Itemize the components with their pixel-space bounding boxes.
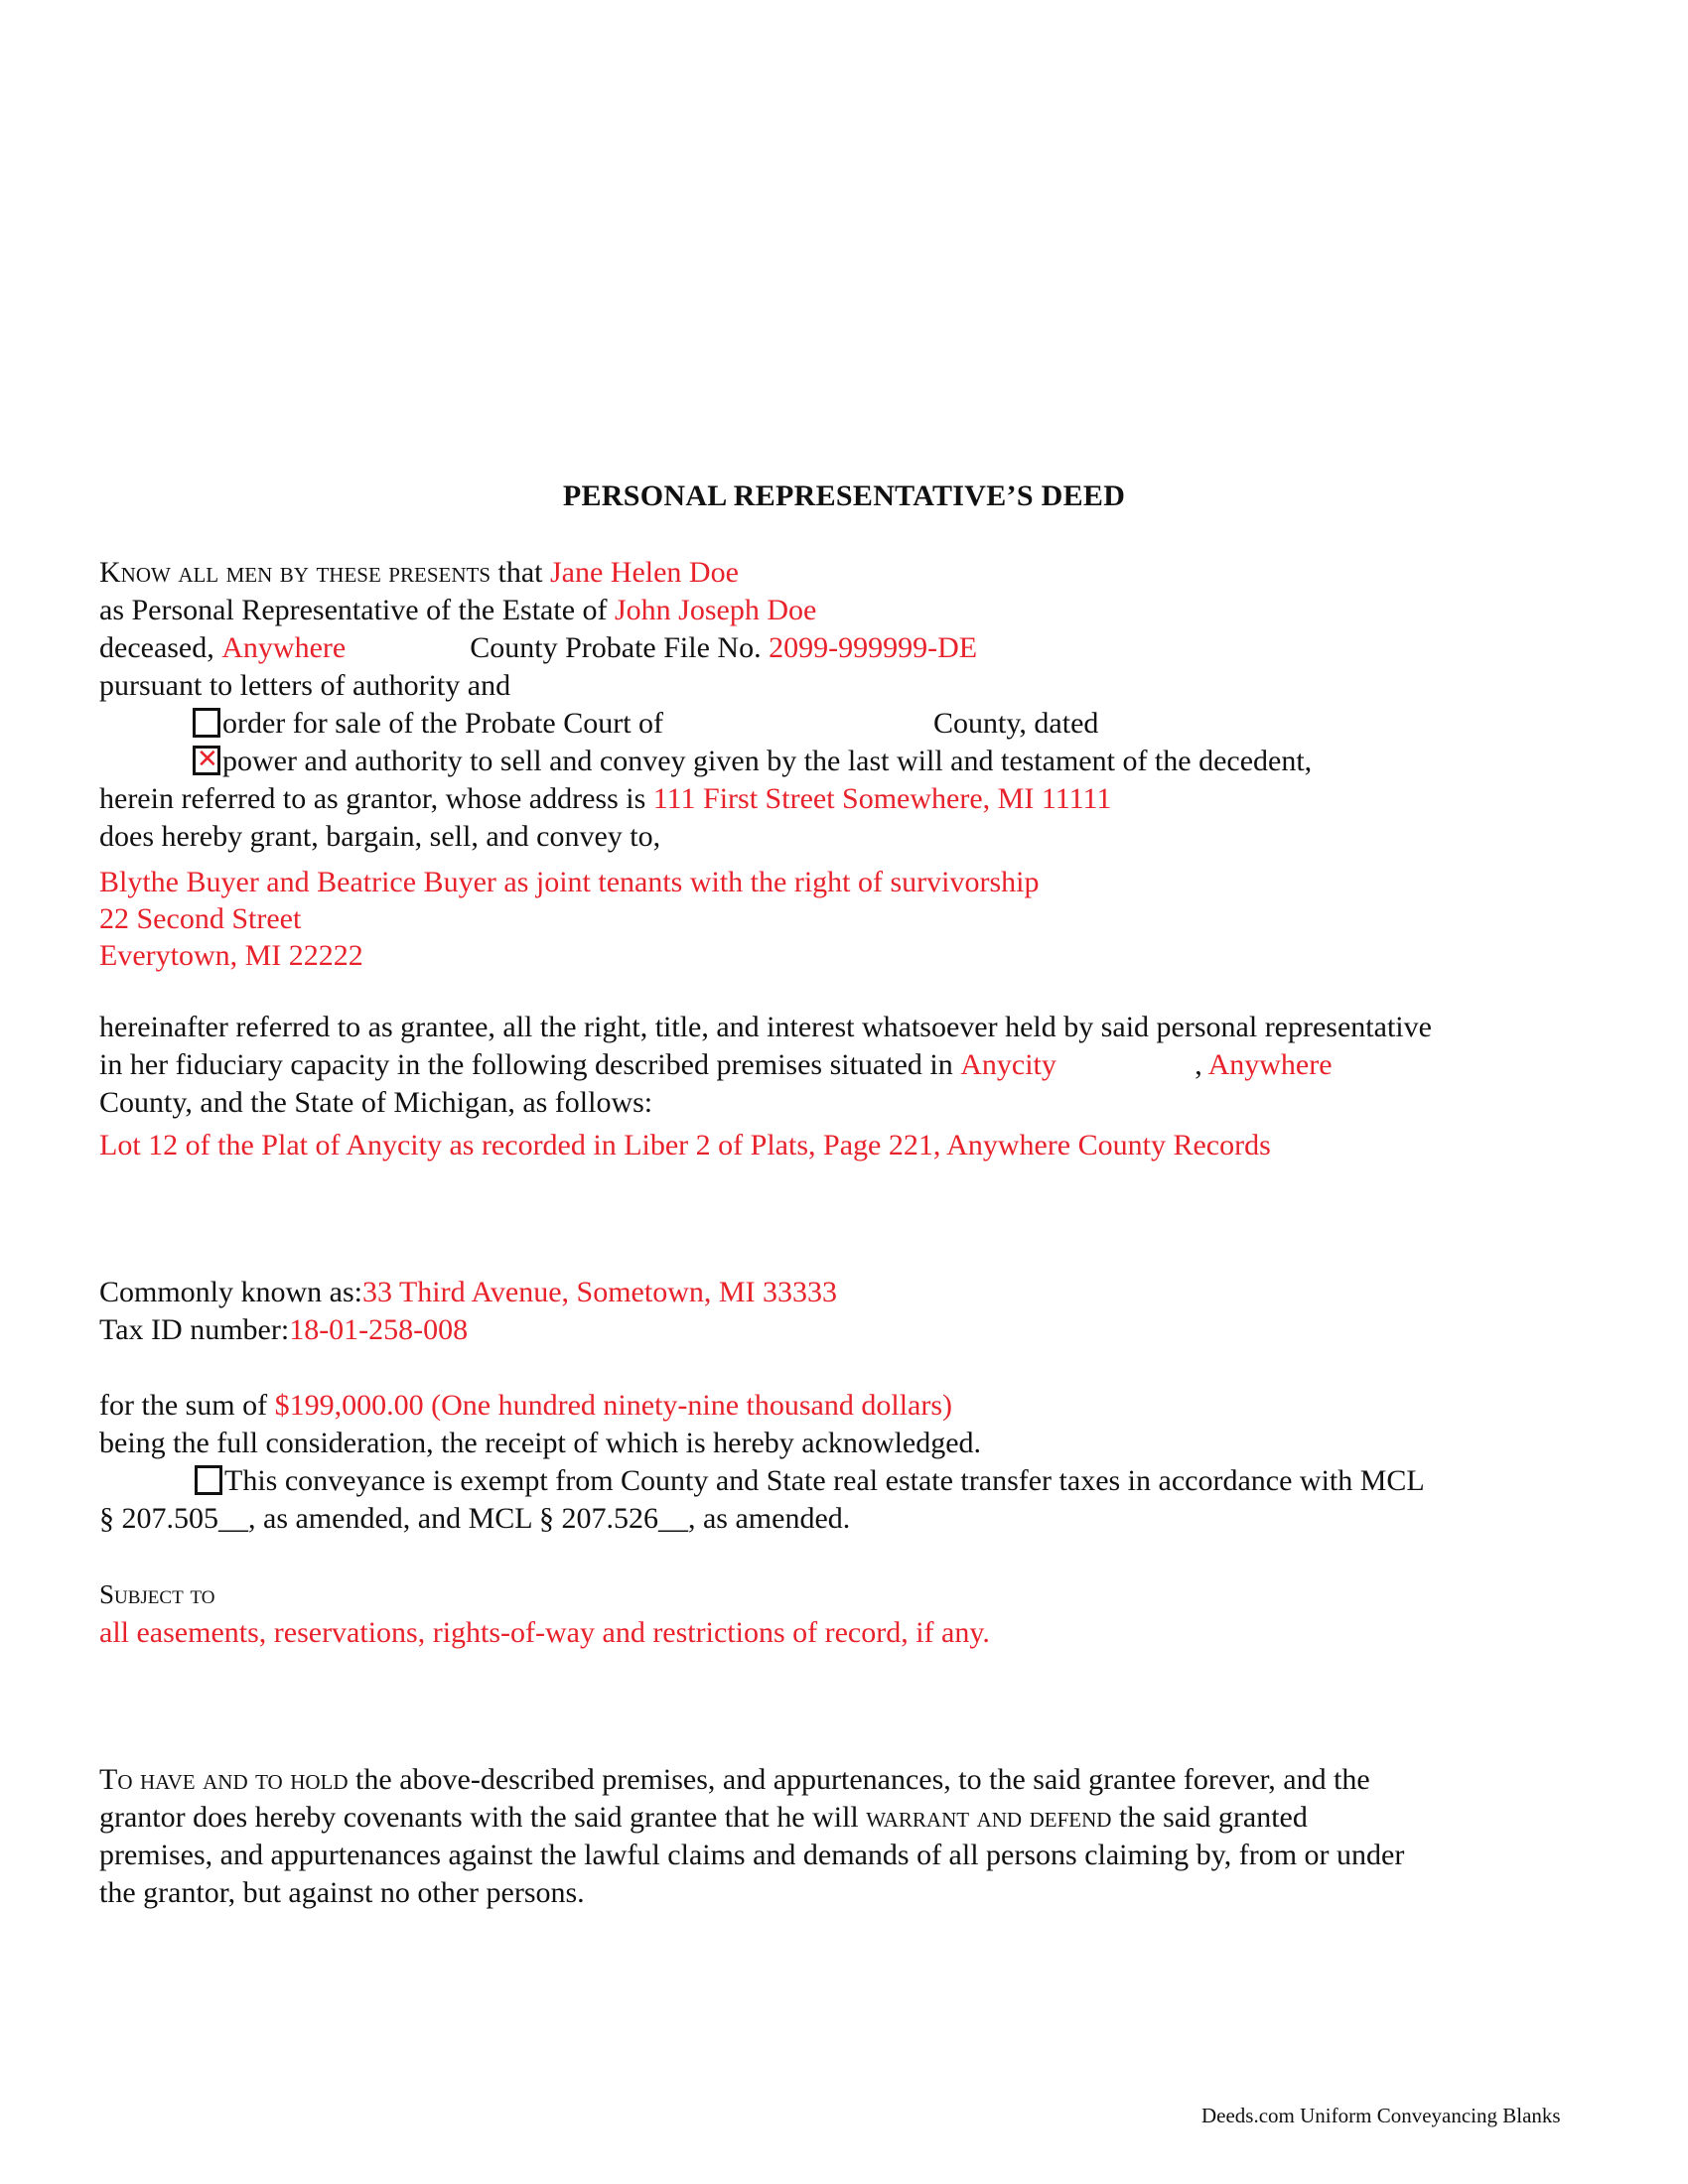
tax-id-label: Tax ID number: [99, 1313, 290, 1346]
order-for-sale-checkbox[interactable] [193, 708, 220, 738]
grantee-name-field[interactable]: Blythe Buyer and Beatrice Buyer as joint tenants with the right of survivorship [99, 866, 1040, 898]
exempt-text: This conveyance is exempt from County and State real estate transfer taxes in accordance with MCL [224, 1464, 1425, 1497]
deceased-prefix: deceased, [99, 631, 214, 664]
intro-lead-caps: Know all men by these presents [99, 556, 491, 589]
decedent-name-field[interactable]: John Joseph Doe [615, 594, 817, 626]
power-authority-checkbox[interactable] [193, 746, 220, 775]
probate-county-field[interactable]: Anywhere [221, 631, 347, 664]
habendum-text-2a: grantor does hereby covenants with the said grantee that he will [99, 1801, 859, 1834]
convey-line: does hereby grant, bargain, sell, and convey to, [99, 820, 661, 853]
grantor-name-field[interactable]: Jane Helen Doe [550, 556, 739, 589]
order-for-sale-label: order for sale of the Probate Court of [222, 707, 664, 740]
common-address-label: Commonly known as: [99, 1276, 363, 1308]
footer-credit: Deeds.com Uniform Conveyancing Blanks [1201, 2104, 1561, 2127]
premises-line-3: County, and the State of Michigan, as follows: [99, 1086, 653, 1119]
pursuant-line: pursuant to letters of authority and [99, 669, 511, 702]
subject-to-field[interactable]: all easements, reservations, rights-of-way and restrictions of record, if any. [99, 1616, 990, 1649]
habendum-text-1: the above-described premises, and appurtenances, to the said grantee forever, and the [355, 1763, 1370, 1796]
subject-to-heading: Subject to [99, 1579, 215, 1609]
premises-city-field[interactable]: Anycity [960, 1048, 1056, 1081]
habendum-text-2b: the said granted [1118, 1801, 1308, 1834]
premises-county-field[interactable]: Anywhere [1207, 1048, 1333, 1081]
power-authority-label: power and authority to sell and convey given by the last will and testament of the decedent, [222, 745, 1313, 777]
checkmark-x-icon: ✕ [197, 745, 218, 774]
common-address-field[interactable]: 33 Third Avenue, Sometown, MI 33333 [362, 1276, 838, 1308]
habendum-caps-1: To have and to hold [99, 1763, 349, 1796]
tax-id-line [99, 1311, 468, 1349]
probate-file-no-field[interactable]: 2099-999999-DE [769, 631, 978, 664]
option-power-authority [193, 743, 1312, 780]
intro-that: that [497, 556, 543, 589]
habendum-line-2 [99, 1799, 1308, 1837]
premises-line-2 [99, 1046, 1333, 1084]
habendum-line-4: the grantor, but against no other persons. [99, 1876, 585, 1909]
tax-id-field[interactable]: 18-01-258-008 [289, 1313, 469, 1346]
sum-prefix: for the sum of [99, 1389, 268, 1422]
grantor-address-field[interactable]: 111 First Street Somewhere, MI 11111 [652, 782, 1112, 815]
premises-prefix: in her fiduciary capacity in the following described premises situated in [99, 1048, 953, 1081]
habendum-caps-2: warrant and defend [866, 1801, 1112, 1834]
grantor-address-line [99, 780, 1111, 818]
grantee-city-field[interactable]: Everytown, MI 22222 [99, 939, 363, 972]
sum-line [99, 1387, 952, 1425]
probate-file-label: County Probate File No. [470, 631, 762, 664]
habendum-line-3: premises, and appurtenances against the lawful claims and demands of all persons claiming by, from or under [99, 1839, 1405, 1871]
exempt-line-1 [195, 1462, 1425, 1500]
document-title: PERSONAL REPRESENTATIVE’S DEED [562, 479, 1126, 512]
order-for-sale-suffix: County, dated [933, 707, 1099, 740]
habendum-line-1 [99, 1761, 1370, 1799]
deceased-line [99, 629, 977, 667]
premises-line-1: hereinafter referred to as grantee, all the right, title, and interest whatsoever held by said personal representative [99, 1011, 1432, 1043]
legal-description-field[interactable]: Lot 12 of the Plat of Anycity as recorded in Liber 2 of Plats, Page 221, Anywhere County Records [99, 1129, 1271, 1161]
grantor-address-prefix: herein referred to as grantor, whose address is [99, 782, 646, 815]
exempt-line-2: § 207.505__, as amended, and MCL § 207.526__, as amended. [99, 1502, 851, 1535]
grantee-street-field[interactable]: 22 Second Street [99, 902, 302, 935]
estate-prefix: as Personal Representative of the Estate of [99, 594, 608, 626]
consideration-line: being the full consideration, the receipt of which is hereby acknowledged. [99, 1427, 982, 1459]
common-address-line [99, 1274, 837, 1311]
premises-comma: , [1195, 1048, 1202, 1081]
sum-field[interactable]: $199,000.00 (One hundred ninety-nine thousand dollars) [274, 1389, 953, 1422]
exempt-checkbox[interactable] [195, 1465, 222, 1495]
option-order-for-sale [193, 705, 1098, 743]
intro-line [99, 554, 739, 592]
estate-line [99, 592, 816, 629]
